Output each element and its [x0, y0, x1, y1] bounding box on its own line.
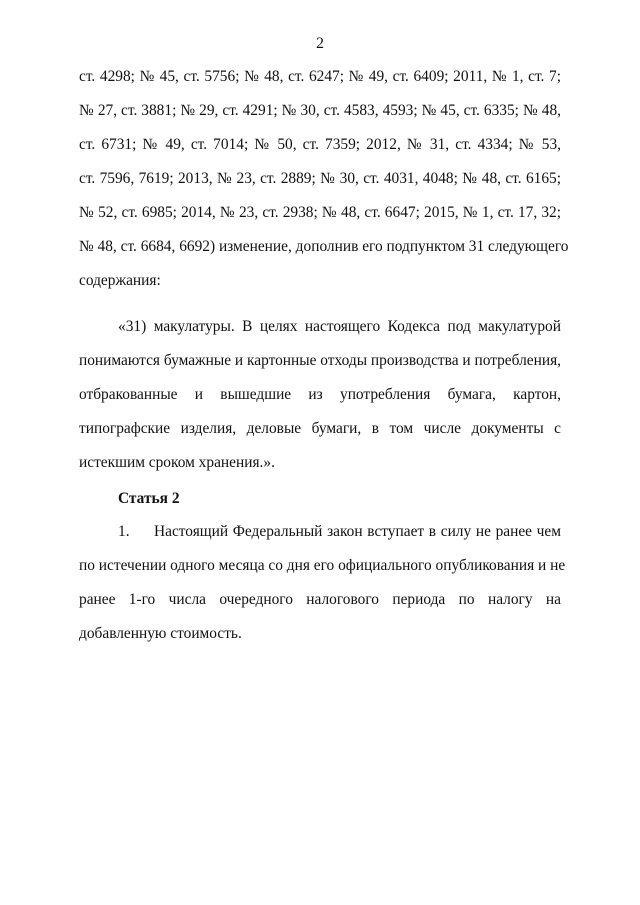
text-line: ст. 6731; № 49, ст. 7014; № 50, ст. 7359; 2012, № 31, ст. 4334; № 53, [79, 136, 561, 153]
article-heading: Статья 2 [118, 490, 180, 507]
text-line: истекшим сроком хранения.». [79, 454, 275, 471]
item-first-line-text: Настоящий Федеральный закон вступает в силу не ранее чем [154, 523, 561, 540]
text-line: ст. 4298; № 45, ст. 5756; № 48, ст. 6247; № 49, ст. 6409; 2011, № 1, ст. 7; [79, 68, 561, 85]
text-line [79, 515, 561, 549]
text-line: ранее 1-го числа очередного налогового периода по налогу на [79, 591, 561, 608]
text-line: добавленную стоимость. [79, 625, 242, 642]
text-line: «31) макулатуры. В целях настоящего Кодекса под макулатурой [118, 318, 561, 335]
text-line: № 48, ст. 6684, 6692) изменение, дополнив его подпунктом 31 следующего [79, 238, 569, 255]
text-line: по истечении одного месяца со дня его официального опубликования и не [79, 557, 566, 574]
definition-paragraph [79, 310, 561, 480]
text-line: ст. 7596, 7619; 2013, № 23, ст. 2889; № 30, ст. 4031, 4048; № 48, ст. 6165; [79, 170, 561, 187]
item-number: 1. [118, 523, 130, 540]
amendment-paragraph [79, 60, 569, 298]
text-line: типографские изделия, деловые бумаги, в том числе документы с [79, 420, 561, 437]
text-line: № 27, ст. 3881; № 29, ст. 4291; № 30, ст. 4583, 4593; № 45, ст. 6335; № 48, [79, 102, 561, 119]
text-line: отбракованные и вышедшие из употребления бумага, картон, [79, 386, 561, 403]
article-paragraph [79, 515, 566, 651]
text-line: понимаются бумажные и картонные отходы производства и потребления, [79, 352, 561, 369]
text-line: содержания: [79, 272, 161, 289]
text-line: № 52, ст. 6985; 2014, № 23, ст. 2938; № 48, ст. 6647; 2015, № 1, ст. 17, 32; [79, 204, 561, 221]
page-number: 2 [316, 35, 324, 52]
